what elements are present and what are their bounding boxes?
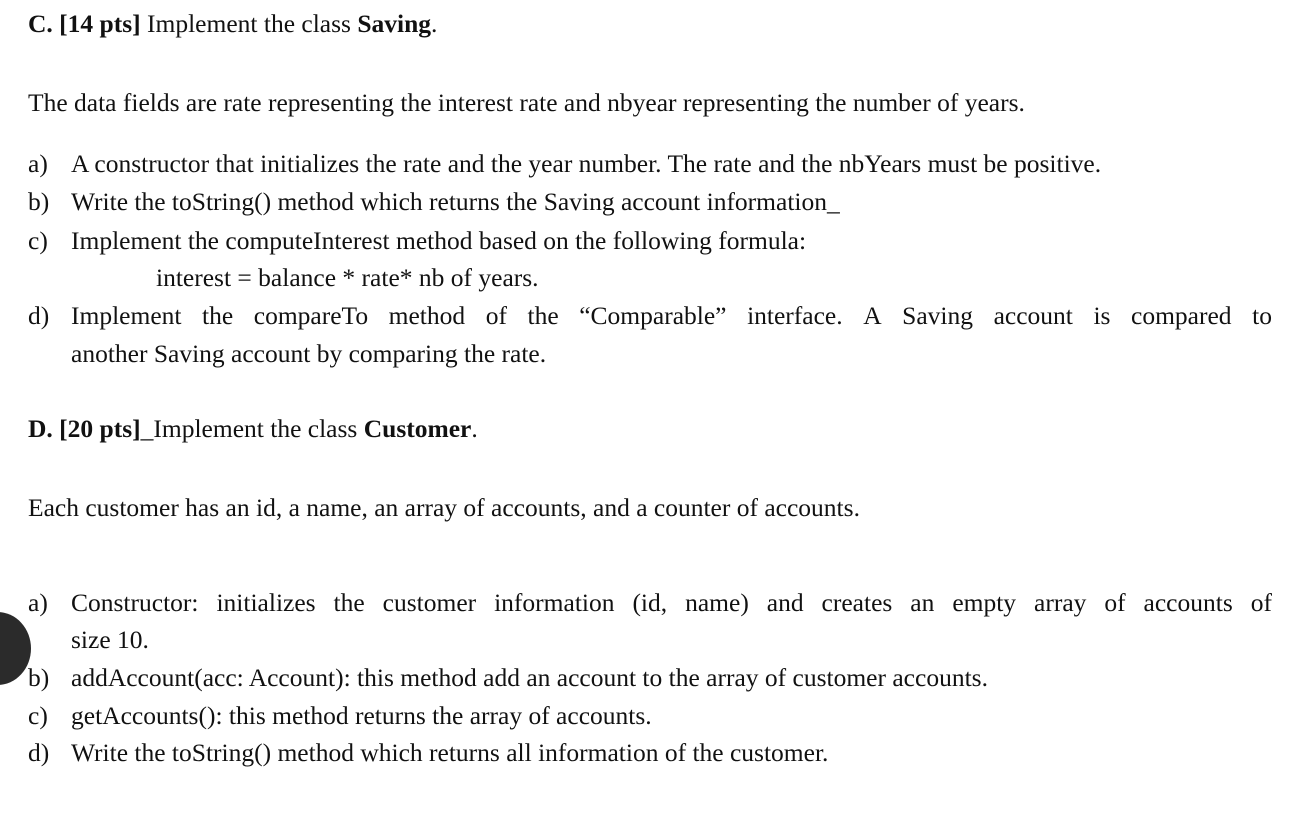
justified-word: compared xyxy=(1131,301,1232,330)
section-c-item-d-line1 xyxy=(71,303,1272,329)
section-c-title-prefix: Implement the class xyxy=(147,9,351,38)
justified-word: method xyxy=(388,301,466,330)
justified-word: and xyxy=(766,588,804,617)
justified-word: of xyxy=(485,301,507,330)
justified-word: empty xyxy=(952,588,1017,617)
section-d-heading xyxy=(28,416,478,442)
justified-word: of xyxy=(1250,588,1272,617)
justified-word: “Comparable” xyxy=(579,301,727,330)
section-d-item-b-marker: b) xyxy=(28,663,50,692)
section-c-item-b-text: Write the toString() method which returns the Saving account information_ xyxy=(71,187,840,216)
section-c-item-a-marker: a) xyxy=(28,149,48,178)
section-d-item-a-line1 xyxy=(71,590,1272,616)
justified-word: Implement xyxy=(71,301,182,330)
justified-word: account xyxy=(993,301,1073,330)
justified-word: an xyxy=(910,588,935,617)
justified-word: the xyxy=(202,301,234,330)
section-c-item-d-line2: another Saving account by comparing the rate. xyxy=(71,339,547,368)
section-c-item-c-marker: c) xyxy=(28,226,48,255)
section-d-intro: Each customer has an id, a name, an array of accounts, and a counter of accounts. xyxy=(28,493,860,522)
justified-word: (id, xyxy=(632,588,668,617)
justified-word: Saving xyxy=(902,301,974,330)
justified-word: accounts xyxy=(1143,588,1233,617)
section-c-item-c-text: Implement the computeInterest method based on the following formula: xyxy=(71,226,807,255)
section-d-class-name: Customer xyxy=(363,414,472,443)
justified-word: is xyxy=(1093,301,1111,330)
justified-word: A xyxy=(863,301,882,330)
justified-word: customer xyxy=(382,588,477,617)
justified-word: compareTo xyxy=(253,301,369,330)
section-c-class-name: Saving xyxy=(357,9,432,38)
section-c-heading xyxy=(28,11,437,37)
justified-word: array xyxy=(1034,588,1087,617)
justified-word: creates xyxy=(821,588,893,617)
page-edge-shadow xyxy=(0,612,31,685)
section-d-item-c-text: getAccounts(): this method returns the array of accounts. xyxy=(71,701,652,730)
section-d-item-c-marker: c) xyxy=(28,701,48,730)
justified-word: initializes xyxy=(216,588,316,617)
section-c-intro: The data fields are rate representing the interest rate and nbyear representing the number of years. xyxy=(28,88,1025,117)
justified-word: Constructor: xyxy=(71,588,199,617)
section-d-letter: D. xyxy=(28,414,53,443)
section-d-item-d-marker: d) xyxy=(28,738,50,767)
justified-word: the xyxy=(527,301,559,330)
section-d-title-suffix: . xyxy=(471,414,478,443)
justified-word: interface. xyxy=(747,301,843,330)
section-c-title-suffix: . xyxy=(431,9,438,38)
justified-word: of xyxy=(1104,588,1126,617)
section-d-points: [20 pts] xyxy=(59,414,141,443)
section-d-item-d-text: Write the toString() method which returns all information of the customer. xyxy=(71,738,829,767)
section-d-title-prefix: _Implement the class xyxy=(140,414,358,443)
justified-word: to xyxy=(1252,301,1272,330)
section-d-item-a-line2: size 10. xyxy=(71,625,149,654)
section-d-item-a-marker: a) xyxy=(28,588,48,617)
justified-word: the xyxy=(333,588,365,617)
section-c-item-a-text: A constructor that initializes the rate and the year number. The rate and the nbYears must be positive. xyxy=(71,149,1102,178)
section-d-item-b-text: addAccount(acc: Account): this method add an account to the array of customer accounts. xyxy=(71,663,988,692)
section-c-item-d-marker: d) xyxy=(28,301,50,330)
section-c-item-b-marker: b) xyxy=(28,187,50,216)
justified-word: name) xyxy=(685,588,749,617)
section-c-letter: C. xyxy=(28,9,53,38)
interest-formula: interest = balance * rate* nb of years. xyxy=(156,263,539,292)
justified-word: information xyxy=(494,588,615,617)
section-c-points: [14 pts] xyxy=(59,9,141,38)
